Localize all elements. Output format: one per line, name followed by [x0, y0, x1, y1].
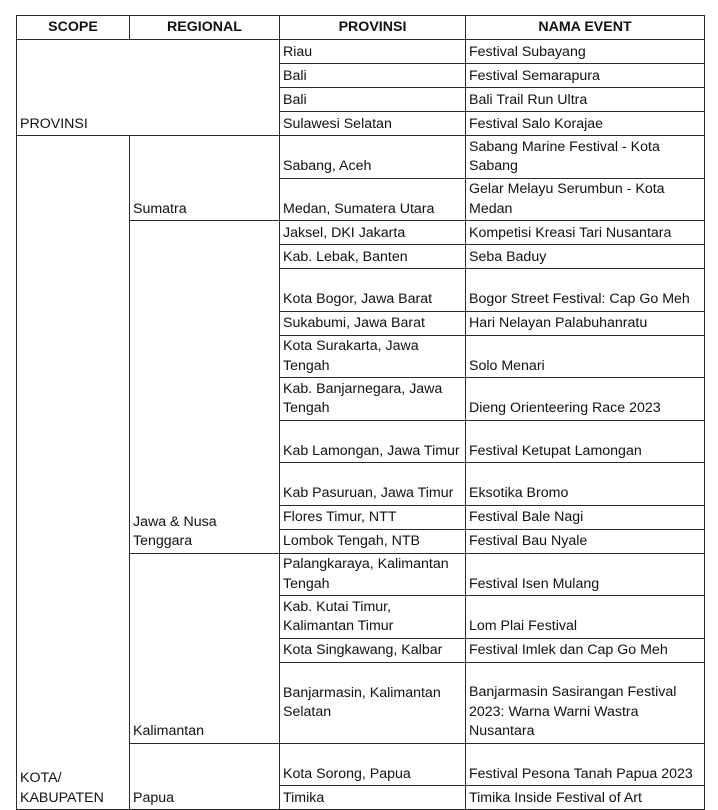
provinsi-cell: Palangkaraya, Kalimantan Tengah [280, 553, 466, 596]
provinsi-cell: Riau [280, 40, 466, 64]
provinsi-cell: Bali [280, 64, 466, 88]
provinsi-cell: Kota Surakarta, Jawa Tengah [280, 335, 466, 378]
provinsi-cell: Kota Bogor, Jawa Barat [280, 269, 466, 312]
provinsi-cell: Kab Lamongan, Jawa Timur [280, 420, 466, 463]
event-cell: Festival Pesona Tanah Papua 2023 [466, 743, 705, 786]
provinsi-cell: Lombok Tengah, NTB [280, 529, 466, 553]
regional-cell-papua: Papua [130, 743, 280, 810]
event-cell: Hari Nelayan Palabuhanratu [466, 311, 705, 335]
event-cell: Solo Menari [466, 335, 705, 378]
event-cell: Eksotika Bromo [466, 463, 705, 506]
header-nama-event: NAMA EVENT [466, 16, 705, 40]
scope-cell-provinsi: PROVINSI [17, 40, 280, 136]
event-cell: Kompetisi Kreasi Tari Nusantara [466, 221, 705, 245]
event-cell: Seba Baduy [466, 245, 705, 269]
event-cell: Dieng Orienteering Race 2023 [466, 378, 705, 421]
event-cell: Festival Imlek dan Cap Go Meh [466, 638, 705, 662]
scope-cell-kota-kabupaten: KOTA/ KABUPATEN [17, 136, 130, 810]
provinsi-cell: Timika [280, 786, 466, 810]
provinsi-cell: Medan, Sumatera Utara [280, 178, 466, 221]
provinsi-cell: Jaksel, DKI Jakarta [280, 221, 466, 245]
provinsi-cell: Bali [280, 88, 466, 112]
event-cell: Bogor Street Festival: Cap Go Meh [466, 269, 705, 312]
event-cell: Festival Subayang [466, 40, 705, 64]
table-row [17, 40, 705, 64]
header-provinsi: PROVINSI [280, 16, 466, 40]
provinsi-cell: Kab. Kutai Timur, Kalimantan Timur [280, 596, 466, 639]
event-cell: Festival Bau Nyale [466, 529, 705, 553]
event-cell: Lom Plai Festival [466, 596, 705, 639]
provinsi-cell: Sukabumi, Jawa Barat [280, 311, 466, 335]
event-cell: Festival Ketupat Lamongan [466, 420, 705, 463]
header-scope: SCOPE [17, 16, 130, 40]
provinsi-cell: Kota Sorong, Papua [280, 743, 466, 786]
event-cell: Festival Semarapura [466, 64, 705, 88]
event-cell: Festival Bale Nagi [466, 505, 705, 529]
provinsi-cell: Kab. Lebak, Banten [280, 245, 466, 269]
event-cell: Festival Salo Korajae [466, 112, 705, 136]
provinsi-cell: Sabang, Aceh [280, 136, 466, 179]
event-table [16, 15, 705, 810]
event-cell: Banjarmasin Sasirangan Festival 2023: Warna Warni Wastra Nusantara [466, 662, 705, 743]
provinsi-cell: Kota Singkawang, Kalbar [280, 638, 466, 662]
table-row [17, 136, 705, 179]
header-row [17, 16, 705, 40]
header-regional: REGIONAL [130, 16, 280, 40]
event-cell: Gelar Melayu Serumbun - Kota Medan [466, 178, 705, 221]
event-cell: Festival Isen Mulang [466, 553, 705, 596]
regional-cell-sumatra: Sumatra [130, 136, 280, 221]
regional-cell-jawa-nusa-tenggara: Jawa & Nusa Tenggara [130, 221, 280, 554]
provinsi-cell: Kab. Banjarnegara, Jawa Tengah [280, 378, 466, 421]
event-cell: Timika Inside Festival of Art [466, 786, 705, 810]
event-cell: Bali Trail Run Ultra [466, 88, 705, 112]
provinsi-cell: Banjarmasin, Kalimantan Selatan [280, 662, 466, 743]
regional-cell-kalimantan: Kalimantan [130, 553, 280, 743]
provinsi-cell: Kab Pasuruan, Jawa Timur [280, 463, 466, 506]
provinsi-cell: Flores Timur, NTT [280, 505, 466, 529]
event-cell: Sabang Marine Festival - Kota Sabang [466, 136, 705, 179]
provinsi-cell: Sulawesi Selatan [280, 112, 466, 136]
